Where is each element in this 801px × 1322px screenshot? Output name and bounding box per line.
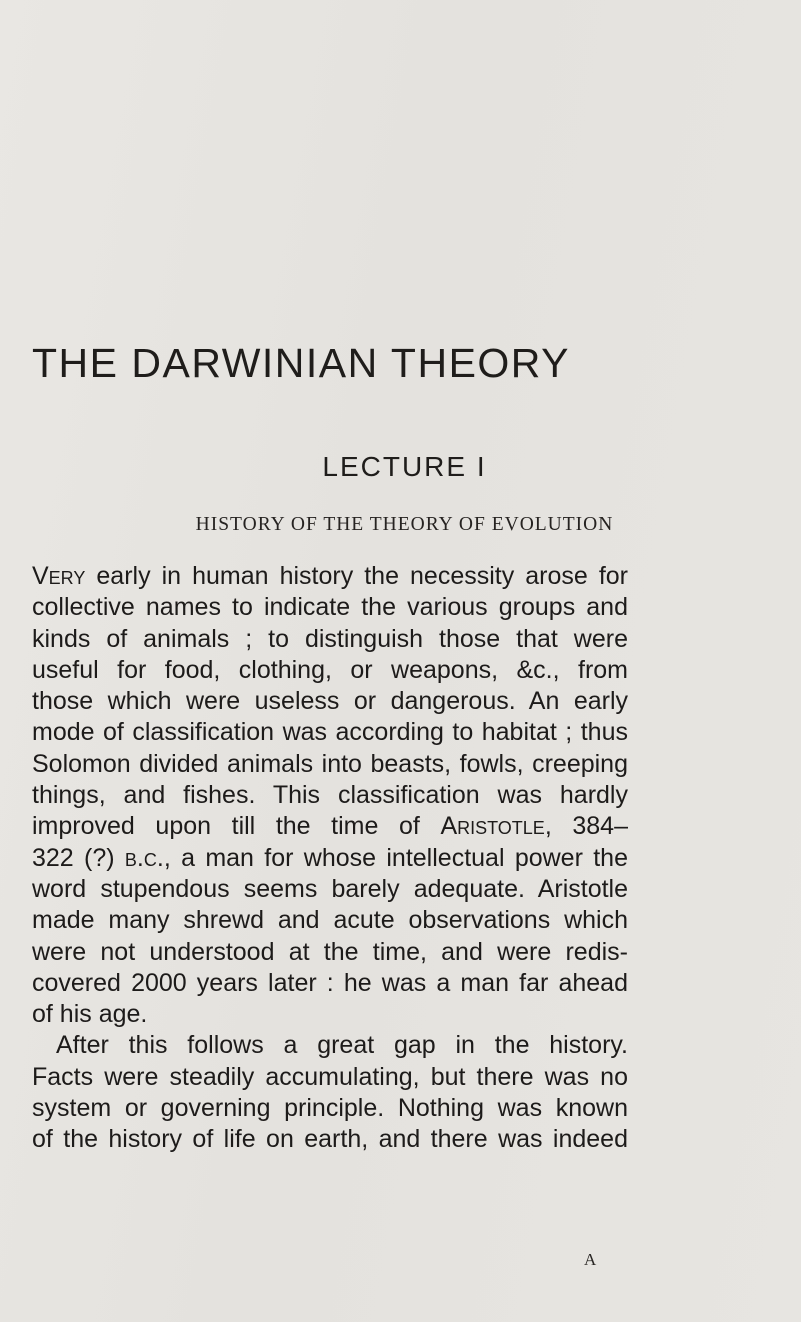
- text-line: of the history of life on earth, and there was indeed: [32, 1125, 628, 1154]
- text-line: After this follows a great gap in the history.: [56, 1031, 628, 1060]
- text-line: things, and fishes. This classification was hardly: [32, 781, 628, 810]
- line-text: , 384–: [544, 812, 628, 841]
- line-text: early in human history the necessity arose for: [85, 562, 628, 590]
- text-line: useful for food, clothing, or weapons, &c., from: [32, 655, 628, 684]
- paragraph-2: [32, 1030, 628, 1155]
- text-line: collective names to indicate the various groups and: [32, 593, 628, 622]
- text-line: [32, 811, 628, 842]
- paragraph-1: [32, 561, 628, 1030]
- line-text: 322 (?): [32, 843, 125, 872]
- body-text: [32, 561, 628, 1156]
- text-line: those which were useless or dangerous. An early: [32, 687, 628, 716]
- lead-word: Very: [32, 562, 86, 590]
- signature-mark: A: [584, 1250, 597, 1269]
- line-text: improved upon till the time of: [32, 812, 441, 841]
- text-line: kinds of animals ; to distinguish those that were: [32, 624, 628, 653]
- book-title: THE DARWINIAN THEORY: [32, 340, 571, 386]
- line-text: , a man for whose intellectual power the: [163, 843, 628, 872]
- text-line: [32, 561, 628, 592]
- text-line: made many shrewd and acute observations which: [32, 906, 628, 935]
- lecture-heading: LECTURE I: [322, 451, 487, 482]
- text-line: Solomon divided animals into beasts, fowls, creeping: [32, 749, 628, 778]
- text-line: [32, 843, 628, 874]
- text-line: word stupendous seems barely adequate. Aristotle: [32, 874, 628, 903]
- text-line: were not understood at the time, and were redis-: [32, 937, 628, 966]
- text-line: mode of classification was according to habitat ; thus: [32, 718, 628, 747]
- text-line: system or governing principle. Nothing was known: [32, 1094, 628, 1123]
- text-line: covered 2000 years later : he was a man far ahead: [32, 968, 628, 997]
- era-abbreviation: b.c.: [124, 843, 164, 872]
- author-name-aristotle: Aristotle: [440, 812, 545, 841]
- text-line: Facts were steadily accumulating, but there was no: [32, 1062, 628, 1091]
- text-line: of his age.: [32, 1000, 148, 1029]
- lecture-subtitle: HISTORY OF THE THEORY OF EVOLUTION: [195, 514, 614, 535]
